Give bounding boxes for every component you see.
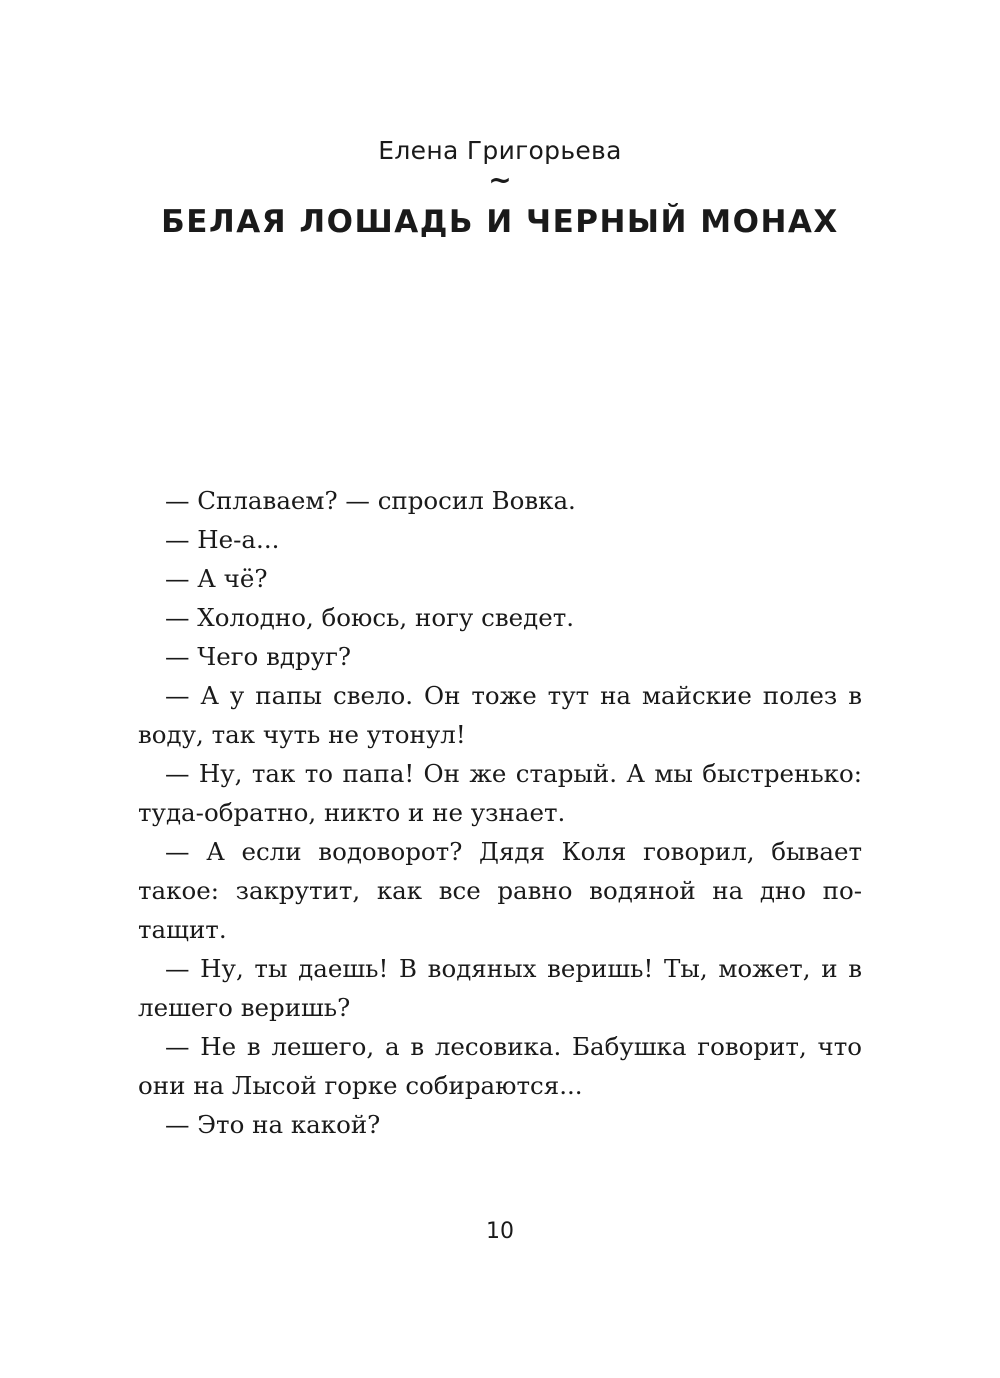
author-name: Елена Григорьева: [378, 136, 622, 165]
body-text: [138, 481, 862, 1144]
paragraph: — Холодно, боюсь, ногу сведет.: [165, 603, 575, 632]
paragraph: — Сплаваем? — спросил Вовка.: [165, 486, 576, 515]
paragraph: — Ну, так то папа! Он же старый. А мы быстренько: туда-обратно, никто и не узнает.: [138, 759, 862, 827]
paragraph: — Чего вдруг?: [165, 642, 352, 671]
paragraph: — А чё?: [165, 564, 268, 593]
paragraph: — А если водоворот? Дядя Коля говорил, бывает такое: закрутит, как все равно водяной на дно потащит.: [138, 837, 862, 944]
chapter-title: БЕЛАЯ ЛОШАДЬ И ЧЕРНЫЙ МОНАХ: [161, 204, 839, 240]
paragraph: — А у папы свело. Он тоже тут на майские полез в воду, так чуть не утонул!: [138, 681, 862, 749]
paragraph: — Не-а...: [165, 525, 280, 554]
title-separator: ~: [488, 163, 512, 196]
paragraph: — Не в лешего, а в лесовика. Бабушка говорит, что они на Лысой горке собираются...: [138, 1032, 862, 1100]
paragraph: — Ну, ты даешь! В водяных веришь! Ты, может, и в лешего веришь?: [138, 954, 862, 1022]
paragraph: — Это на какой?: [165, 1110, 381, 1139]
page-number: 10: [486, 1219, 514, 1244]
